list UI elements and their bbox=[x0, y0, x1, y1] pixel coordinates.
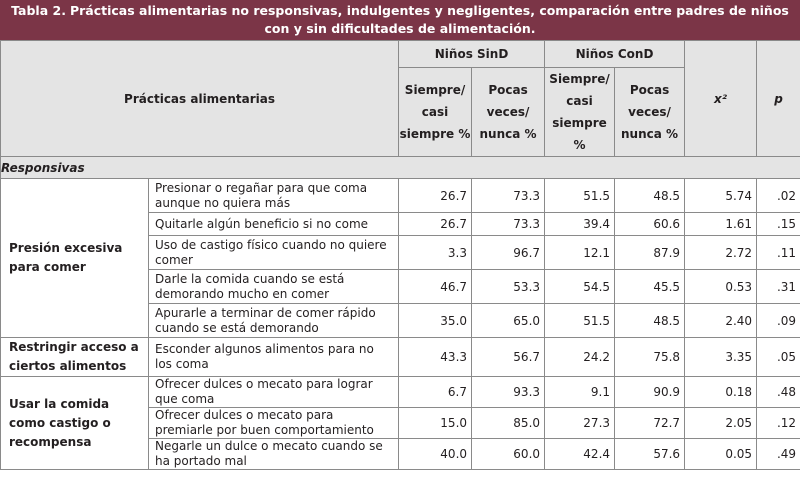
value-p: .15 bbox=[757, 213, 800, 236]
value-p: .48 bbox=[757, 377, 800, 408]
header-chi: x² bbox=[685, 41, 757, 157]
practice-cell: Apurarle a terminar de comer rápido cuando se está demorando bbox=[149, 304, 399, 338]
value-sind-pocas: 73.3 bbox=[472, 213, 545, 236]
value-cond-pocas: 48.5 bbox=[615, 179, 685, 213]
practice-cell: Negarle un dulce o mecato cuando se ha portado mal bbox=[149, 439, 399, 470]
value-sind-pocas: 65.0 bbox=[472, 304, 545, 338]
value-sind-pocas: 93.3 bbox=[472, 377, 545, 408]
value-sind-pocas: 53.3 bbox=[472, 270, 545, 304]
value-cond-pocas: 75.8 bbox=[615, 338, 685, 377]
value-sind-pocas: 56.7 bbox=[472, 338, 545, 377]
section-row bbox=[1, 157, 800, 179]
value-cond-siempre: 9.1 bbox=[545, 377, 615, 408]
value-cond-pocas: 57.6 bbox=[615, 439, 685, 470]
header-row-1 bbox=[1, 41, 800, 68]
value-sind-siempre: 6.7 bbox=[399, 377, 472, 408]
value-cond-pocas: 45.5 bbox=[615, 270, 685, 304]
value-sind-siempre: 46.7 bbox=[399, 270, 472, 304]
value-p: .09 bbox=[757, 304, 800, 338]
value-sind-pocas: 85.0 bbox=[472, 408, 545, 439]
value-chi: 0.05 bbox=[685, 439, 757, 470]
practice-cell: Ofrecer dulces o mecato para lograr que coma bbox=[149, 377, 399, 408]
value-p: .31 bbox=[757, 270, 800, 304]
practice-cell: Presionar o regañar para que coma aunque no quiera más bbox=[149, 179, 399, 213]
value-sind-siempre: 3.3 bbox=[399, 236, 472, 270]
value-cond-siempre: 39.4 bbox=[545, 213, 615, 236]
data-table bbox=[0, 40, 800, 470]
value-p: .02 bbox=[757, 179, 800, 213]
value-cond-pocas: 60.6 bbox=[615, 213, 685, 236]
value-chi: 3.35 bbox=[685, 338, 757, 377]
group-restringir: Restringir acceso a ciertos alimentos bbox=[1, 338, 149, 377]
value-p: .49 bbox=[757, 439, 800, 470]
header-p: p bbox=[757, 41, 800, 157]
table-row bbox=[1, 338, 800, 377]
value-cond-siempre: 12.1 bbox=[545, 236, 615, 270]
value-sind-siempre: 15.0 bbox=[399, 408, 472, 439]
value-chi: 5.74 bbox=[685, 179, 757, 213]
practice-cell: Darle la comida cuando se está demorando mucho en comer bbox=[149, 270, 399, 304]
value-sind-pocas: 73.3 bbox=[472, 179, 545, 213]
value-cond-siempre: 27.3 bbox=[545, 408, 615, 439]
group-presion: Presión excesiva para comer bbox=[1, 179, 149, 338]
value-sind-siempre: 26.7 bbox=[399, 213, 472, 236]
header-cond: Niños ConD bbox=[545, 41, 685, 68]
value-p: .11 bbox=[757, 236, 800, 270]
value-cond-siempre: 42.4 bbox=[545, 439, 615, 470]
header-cond-siempre: Siempre/ casi siempre % bbox=[545, 68, 615, 157]
value-cond-siempre: 51.5 bbox=[545, 304, 615, 338]
value-cond-pocas: 87.9 bbox=[615, 236, 685, 270]
value-cond-pocas: 48.5 bbox=[615, 304, 685, 338]
value-p: .05 bbox=[757, 338, 800, 377]
header-sind-pocas: Pocas veces/ nunca % bbox=[472, 68, 545, 157]
header-practicas: Prácticas alimentarias bbox=[1, 41, 399, 157]
practice-cell: Quitarle algún beneficio si no come bbox=[149, 213, 399, 236]
value-sind-siempre: 35.0 bbox=[399, 304, 472, 338]
value-cond-siempre: 54.5 bbox=[545, 270, 615, 304]
practice-cell: Uso de castigo físico cuando no quiere comer bbox=[149, 236, 399, 270]
value-chi: 0.18 bbox=[685, 377, 757, 408]
header-cond-pocas: Pocas veces/ nunca % bbox=[615, 68, 685, 157]
table-caption bbox=[0, 0, 800, 40]
table-label: Tabla 2. bbox=[11, 3, 66, 18]
value-sind-siempre: 40.0 bbox=[399, 439, 472, 470]
value-chi: 2.40 bbox=[685, 304, 757, 338]
table-row bbox=[1, 377, 800, 408]
group-castigo: Usar la comida como castigo o recompensa bbox=[1, 377, 149, 470]
value-cond-pocas: 72.7 bbox=[615, 408, 685, 439]
value-chi: 2.05 bbox=[685, 408, 757, 439]
value-cond-siempre: 51.5 bbox=[545, 179, 615, 213]
value-p: .12 bbox=[757, 408, 800, 439]
section-title: Responsivas bbox=[1, 157, 800, 179]
table-row bbox=[1, 179, 800, 213]
practice-cell: Ofrecer dulces o mecato para premiarle por buen comportamiento bbox=[149, 408, 399, 439]
value-cond-pocas: 90.9 bbox=[615, 377, 685, 408]
table-title: Prácticas alimentarias no responsivas, indulgentes y negligentes, comparación entre padres de niños con y sin dificultades de alimentación. bbox=[69, 3, 789, 36]
value-chi: 0.53 bbox=[685, 270, 757, 304]
value-sind-siempre: 43.3 bbox=[399, 338, 472, 377]
practice-cell: Esconder algunos alimentos para no los coma bbox=[149, 338, 399, 377]
value-sind-pocas: 96.7 bbox=[472, 236, 545, 270]
value-chi: 1.61 bbox=[685, 213, 757, 236]
value-sind-siempre: 26.7 bbox=[399, 179, 472, 213]
value-chi: 2.72 bbox=[685, 236, 757, 270]
value-sind-pocas: 60.0 bbox=[472, 439, 545, 470]
header-sind: Niños SinD bbox=[399, 41, 545, 68]
header-sind-siempre: Siempre/ casi siempre % bbox=[399, 68, 472, 157]
value-cond-siempre: 24.2 bbox=[545, 338, 615, 377]
